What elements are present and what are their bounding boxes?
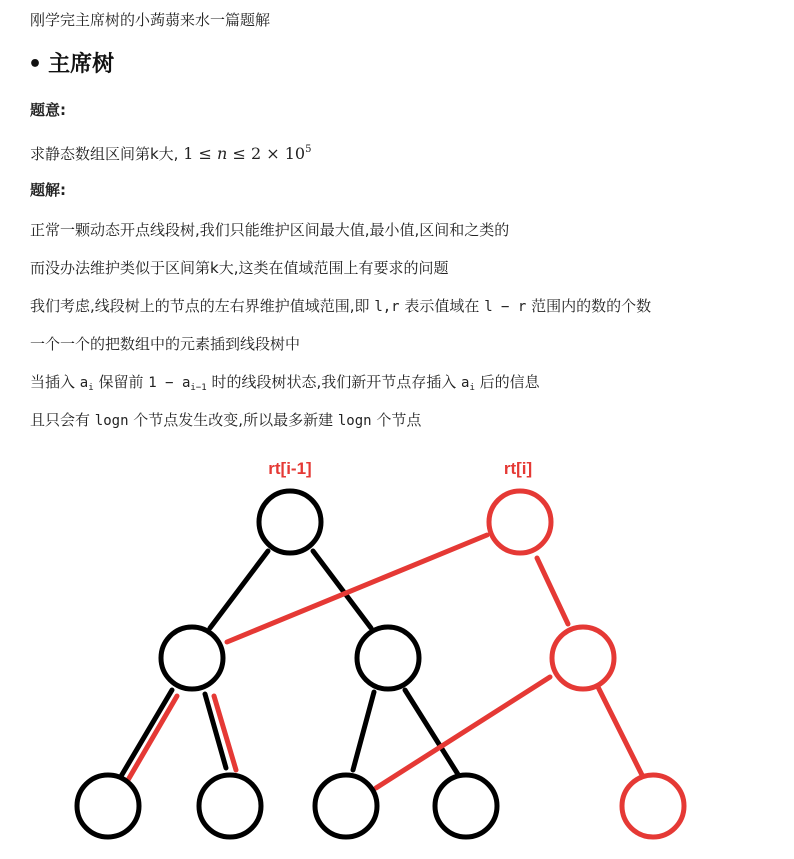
- tree-node: [161, 627, 223, 689]
- p6-text-b: 个节点发生改变,所以最多新建: [133, 411, 334, 429]
- tree-node: [77, 775, 139, 837]
- section-heading: [28, 50, 114, 80]
- old-root-label: rt[i-1]: [268, 459, 312, 478]
- p6-code-logn: logn: [337, 413, 372, 429]
- p3-text-b: 表示值域在: [404, 297, 480, 315]
- paragraph-4: 一个一个的把数组中的元素插到线段树中: [30, 335, 301, 353]
- tree-node: [199, 775, 261, 837]
- meaning-label: 题意:: [30, 101, 66, 119]
- paragraph-3: [30, 296, 651, 317]
- math-times: ×: [266, 144, 280, 163]
- p3-text-a: 我们考虑,线段树上的节点的左右界维护值域范围,即: [30, 297, 370, 315]
- persistent-segment-tree-diagram: [0, 440, 794, 859]
- p6-code-logn: logn: [94, 413, 129, 429]
- meaning-formula: [183, 144, 311, 163]
- old-tree-nodes: [77, 491, 497, 837]
- bullet: •: [28, 52, 43, 77]
- old-edge: [313, 551, 371, 628]
- old-edge: [120, 690, 172, 778]
- tree-node: [489, 491, 551, 553]
- math-one: 1: [183, 144, 194, 163]
- p5-range-sub: i−1: [190, 383, 207, 393]
- math-two: 2: [250, 144, 262, 163]
- p5-ai2-sub: i: [469, 383, 475, 393]
- math-n: n: [217, 144, 228, 163]
- p3-code-range: l − r: [484, 299, 527, 315]
- heading-title: 主席树: [48, 52, 115, 77]
- paragraph-2: 而没办法维护类似于区间第k大,这类在值域范围上有要求的问题: [30, 259, 449, 277]
- p5-ai-sub: i: [88, 383, 94, 393]
- tree-node: [357, 627, 419, 689]
- new-edge: [376, 677, 550, 788]
- p5-text-d: 后的信息: [479, 373, 540, 391]
- paragraph-6: [30, 410, 421, 431]
- new-tree-nodes: [489, 491, 684, 837]
- meaning-text: 求静态数组区间第k大,: [30, 145, 179, 163]
- p5-ai2-base: a: [461, 375, 470, 391]
- tree-node: [435, 775, 497, 837]
- new-edge: [598, 687, 642, 775]
- new-root-label: rt[i]: [503, 459, 533, 478]
- math-leq: ≤: [198, 144, 212, 163]
- p5-ai2: [461, 375, 475, 391]
- paragraph-1: 正常一颗动态开点线段树,我们只能维护区间最大值,最小值,区间和之类的: [30, 221, 510, 239]
- old-edge: [353, 692, 374, 770]
- p3-text-c: 范围内的数的个数: [531, 297, 652, 315]
- intro-text: 刚学完主席树的小蒟蒻来水一篇题解: [30, 11, 271, 29]
- p5-text-c: 时的线段树状态,我们新开节点存插入: [211, 373, 457, 391]
- math-leq: ≤: [232, 144, 246, 163]
- p5-ai-base: a: [79, 375, 89, 391]
- p5-range: [148, 375, 206, 391]
- tree-node: [259, 491, 321, 553]
- p3-code-lr: l,r: [374, 299, 400, 315]
- paragraph-5: [30, 372, 540, 398]
- tree-node: [315, 775, 377, 837]
- p5-range-base: 1 − a: [148, 375, 191, 391]
- p5-text-a: 当插入: [30, 373, 76, 391]
- tree-node: [552, 627, 614, 689]
- p5-text-b: 保留前: [98, 373, 144, 391]
- new-edge: [128, 696, 177, 780]
- new-edge: [537, 558, 568, 624]
- p6-text-c: 个节点: [376, 411, 422, 429]
- p6-text-a: 且只会有: [30, 411, 91, 429]
- meaning-line: [30, 140, 311, 164]
- old-edge: [210, 551, 268, 628]
- solution-label: 题解:: [30, 181, 66, 199]
- tree-node: [622, 775, 684, 837]
- math-exponent: 5: [305, 144, 312, 155]
- math-ten: 10: [284, 144, 306, 163]
- p5-ai: [80, 375, 94, 391]
